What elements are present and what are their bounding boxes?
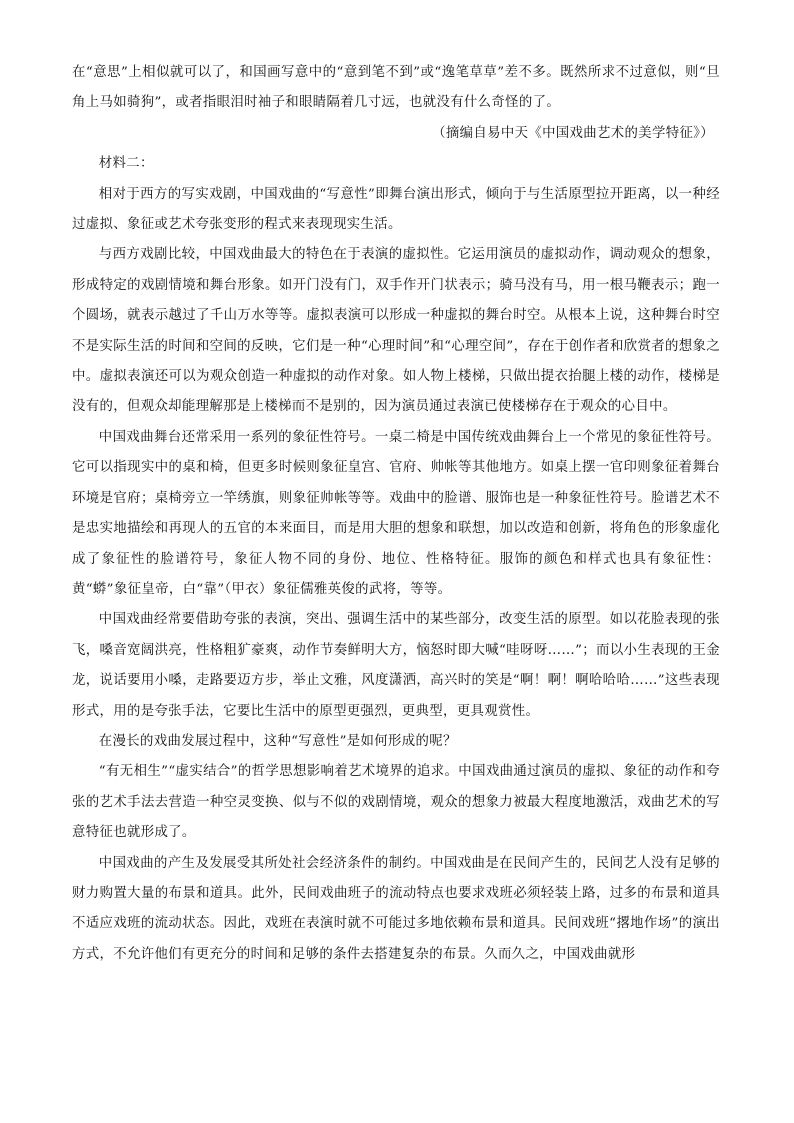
paragraph-1: 相对于西方的写实戏剧，中国戏曲的“写意性”即舞台演出形式，倾向于与生活原型拉开距离，以一种经过虚拟、象征或艺术夸张变形的程式来表现现实生活。 — [72, 186, 720, 233]
section-heading-material-two: 材料二： — [98, 156, 154, 172]
paragraph-3: 中国戏曲舞台还常采用一系列的象征性符号。一桌二椅是中国传统戏曲舞台上一个常见的象征性符号。它可以指现实中的桌和椅，但更多时候则象征皇宫、官府、帅帐等其他地方。如桌上摆一官印则象征着舞台环境是官府；桌椅旁立一竿绣旗，则象征帅帐等等。戏曲中的脸谱、服饰也是一种象征性符号。脸谱艺术不是忠实地描绘和再现人的五官的本来面目，而是用大胆的想象和联想，加以改造和创新，将角色的形象虚化成了象征性的脸谱符号，象征人物不同的身份、地位、性格特征。服饰的颜色和样式也具有象征性：黄“蟒”象征皇帝，白“靠”（甲衣）象征儒雅英俊的武将，等等。 — [72, 429, 720, 597]
paragraph-5: 在漫长的戏曲发展过程中，这种“写意性”是如何形成的呢？ — [98, 733, 457, 749]
source-citation: （摘编自易中天《中国戏曲艺术的美学特征》） — [432, 125, 714, 141]
paragraph-2: 与西方戏剧比较，中国戏曲最大的特色在于表演的虚拟性。它运用演员的虚拟动作，调动观众的想象，形成特定的戏剧情境和舞台形象。如开门没有门，双手作开门状表示；骑马没有马，用一根马鞭表示；跑一个圆场，就表示越过了千山万水等等。虚拟表演可以形成一种虚拟的舞台时空。从根本上说，这种舞台时空不是实际生活的时间和空间的反映，它们是一种“心理时间”和“心理空间”，存在于创作者和欣赏者的想象之中。虚拟表演还可以为观众创造一种虚拟的动作对象。如人物上楼梯，只做出提衣抬腿上楼的动作，楼梯是没有的，但观众却能理解那是上楼梯而不是别的，因为演员通过表演已使楼梯存在于观众的心目中。 — [72, 247, 720, 415]
paragraph-6: “有无相生”“虚实结合”的哲学思想影响着艺术境界的追求。中国戏曲通过演员的虚拟、象征的动作和夸张的艺术手法去营造一种空灵变换、似与不似的戏剧情境，观众的想象力被最大程度地激活，戏曲艺术的写意特征也就形成了。 — [72, 764, 720, 841]
paragraph-7: 中国戏曲的产生及发展受其所处社会经济条件的制约。中国戏曲是在民间产生的，民间艺人没有足够的财力购置大量的布景和道具。此外，民间戏曲班子的流动特点也要求戏班必须轻装上路，过多的布景和道具不适应戏班的流动状态。因此，戏班在表演时就不可能过多地依赖布景和道具。民间戏班“撂地作场”的演出方式，不允许他们有更充分的时间和足够的条件去搭建复杂的布景。久而久之，中国戏曲就形 — [72, 855, 720, 962]
paragraph-4: 中国戏曲经常要借助夸张的表演，突出、强调生活中的某些部分，改变生活的原型。如以花脸表现的张飞，嗓音宽阔洪亮，性格粗犷豪爽，动作节奏鲜明大方，恼怒时即大喊“哇呀呀……”；而以小生表现的王金龙，说话要用小嗓，走路要迈方步，举止文雅，风度潇洒，高兴时的笑是“啊！啊！啊哈哈哈……”这些表现形式，用的是夸张手法，它要比生活中的原型更强烈，更典型，更具观赏性。 — [72, 612, 720, 719]
paragraph-continuation: 在“意思”上相似就可以了，和国画写意中的“意到笔不到”或“逸笔草草”差不多。既然所求不过意似，则“旦角上马如骑狗”，或者指眼泪时袖子和眼睛隔着几寸远，也就没有什么奇怪的了。 — [72, 65, 720, 111]
document-page — [72, 58, 720, 970]
